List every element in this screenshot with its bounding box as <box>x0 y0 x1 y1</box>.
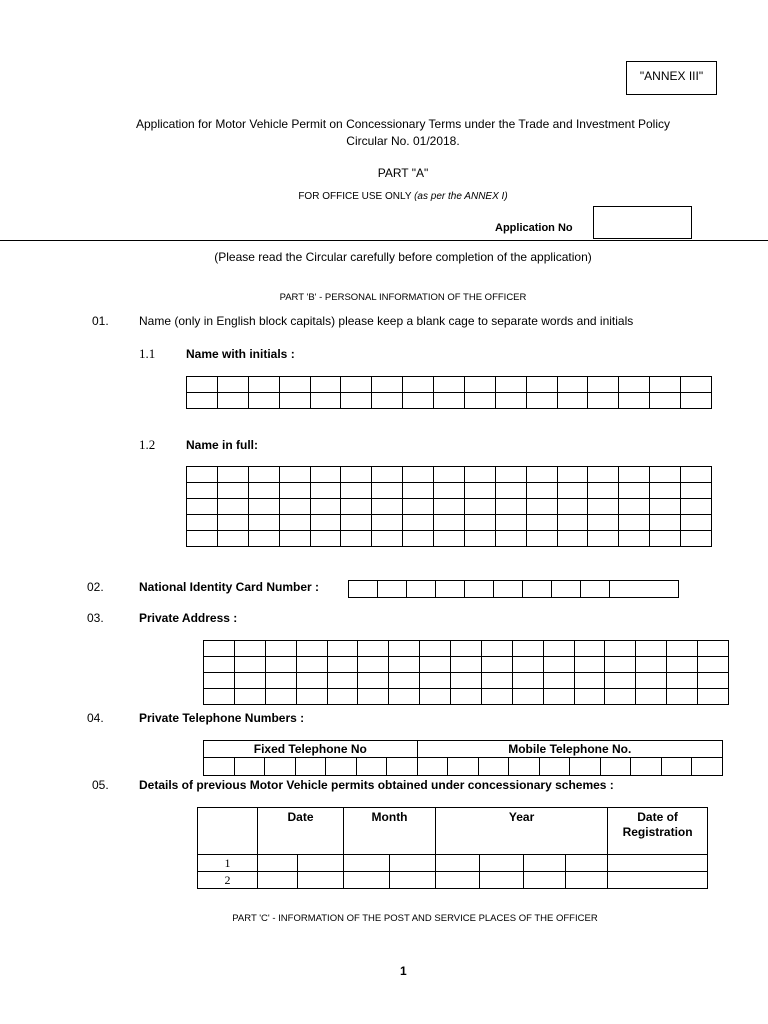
grid-cell[interactable] <box>681 515 712 531</box>
permits-cell[interactable] <box>258 872 298 889</box>
grid-cell[interactable] <box>217 483 248 499</box>
grid-cell[interactable] <box>619 531 650 547</box>
grid-cell[interactable] <box>605 657 636 673</box>
grid-cell[interactable] <box>327 641 358 657</box>
grid-cell[interactable] <box>279 515 310 531</box>
grid-cell[interactable] <box>296 641 327 657</box>
grid-cell[interactable] <box>557 483 588 499</box>
grid-row <box>187 467 712 483</box>
permits-date-header: Date <box>258 808 344 855</box>
grid-cell[interactable] <box>358 673 389 689</box>
grid-cell[interactable] <box>265 689 296 705</box>
grid-cell[interactable] <box>619 377 650 393</box>
q04-number: 04. <box>87 711 104 725</box>
fixed-telephone-digit-cell[interactable] <box>295 758 326 776</box>
grid-cell[interactable] <box>204 689 235 705</box>
grid-cell[interactable] <box>667 657 698 673</box>
grid-cell[interactable] <box>341 531 372 547</box>
nic-digit-cell[interactable] <box>610 581 679 598</box>
grid-cell[interactable] <box>341 499 372 515</box>
grid-cell[interactable] <box>681 483 712 499</box>
mobile-telephone-digit-cell[interactable] <box>478 758 509 776</box>
horizontal-rule <box>0 240 768 241</box>
nic-digit-cell[interactable] <box>523 581 552 598</box>
permits-blank-header <box>198 808 258 855</box>
grid-cell[interactable] <box>495 483 526 499</box>
permits-row-number: 2 <box>198 872 258 889</box>
fixed-telephone-digit-cell[interactable] <box>204 758 235 776</box>
grid-cell[interactable] <box>636 657 667 673</box>
q05-number: 05. <box>92 778 109 792</box>
part-c-heading: PART 'C' - INFORMATION OF THE POST AND SERVICE PLACES OF THE OFFICER <box>232 913 598 924</box>
grid-cell[interactable] <box>434 393 465 409</box>
grid-cell[interactable] <box>526 377 557 393</box>
grid-row <box>204 689 729 705</box>
mobile-telephone-digit-cell[interactable] <box>692 758 723 776</box>
grid-cell[interactable] <box>636 673 667 689</box>
grid-cell[interactable] <box>420 641 451 657</box>
q1-1-number: 1.1 <box>139 346 156 361</box>
grid-cell[interactable] <box>526 467 557 483</box>
telephone-table <box>203 740 723 776</box>
grid-cell[interactable] <box>403 393 434 409</box>
name-with-initials-grid[interactable] <box>186 376 712 409</box>
grid-cell[interactable] <box>434 515 465 531</box>
grid-cell[interactable] <box>358 657 389 673</box>
grid-cell[interactable] <box>451 657 482 673</box>
grid-cell[interactable] <box>451 689 482 705</box>
grid-cell[interactable] <box>464 483 495 499</box>
grid-cell[interactable] <box>358 641 389 657</box>
grid-cell[interactable] <box>217 393 248 409</box>
office-use-annex-ref: (as per the ANNEX I) <box>414 191 508 202</box>
mobile-telephone-header: Mobile Telephone No. <box>417 741 722 758</box>
grid-cell[interactable] <box>296 689 327 705</box>
grid-cell[interactable] <box>217 531 248 547</box>
grid-cell[interactable] <box>389 689 420 705</box>
q01-text: Name (only in English block capitals) please keep a blank cage to separate words and initials <box>139 314 634 328</box>
grid-cell[interactable] <box>464 531 495 547</box>
grid-cell[interactable] <box>619 515 650 531</box>
grid-cell[interactable] <box>341 483 372 499</box>
permits-cell[interactable] <box>480 872 524 889</box>
grid-cell[interactable] <box>341 515 372 531</box>
grid-cell[interactable] <box>248 483 279 499</box>
read-circular-open-paren: ( <box>214 250 219 264</box>
grid-cell[interactable] <box>403 467 434 483</box>
permits-cell[interactable] <box>524 855 566 872</box>
grid-cell[interactable] <box>667 673 698 689</box>
nic-digit-cell[interactable] <box>465 581 494 598</box>
permits-month-header: Month <box>344 808 436 855</box>
mobile-telephone-digit-cell[interactable] <box>448 758 479 776</box>
mobile-telephone-digit-cell[interactable] <box>661 758 692 776</box>
grid-cell[interactable] <box>279 483 310 499</box>
grid-cell[interactable] <box>619 393 650 409</box>
grid-cell[interactable] <box>403 499 434 515</box>
grid-row <box>187 515 712 531</box>
fixed-telephone-digit-cell[interactable] <box>265 758 296 776</box>
nic-number-grid[interactable] <box>348 580 679 598</box>
grid-cell[interactable] <box>574 689 605 705</box>
grid-cell[interactable] <box>217 377 248 393</box>
grid-cell[interactable] <box>681 499 712 515</box>
grid-cell[interactable] <box>310 515 341 531</box>
grid-cell[interactable] <box>403 483 434 499</box>
grid-cell[interactable] <box>327 673 358 689</box>
grid-cell[interactable] <box>310 531 341 547</box>
grid-cell[interactable] <box>358 689 389 705</box>
q02-label: National Identity Card Number : <box>139 580 320 594</box>
private-address-grid[interactable] <box>203 640 729 705</box>
grid-cell[interactable] <box>681 377 712 393</box>
grid-cell[interactable] <box>495 467 526 483</box>
grid-cell[interactable] <box>588 467 619 483</box>
grid-cell[interactable] <box>605 689 636 705</box>
grid-cell[interactable] <box>187 467 218 483</box>
grid-cell[interactable] <box>296 673 327 689</box>
grid-row <box>187 499 712 515</box>
read-circular-note <box>0 250 768 264</box>
grid-cell[interactable] <box>588 393 619 409</box>
grid-cell[interactable] <box>495 393 526 409</box>
grid-cell[interactable] <box>464 377 495 393</box>
grid-cell[interactable] <box>557 393 588 409</box>
grid-cell[interactable] <box>403 515 434 531</box>
mobile-telephone-digit-cell[interactable] <box>631 758 662 776</box>
grid-cell[interactable] <box>650 483 681 499</box>
nic-digit-cell[interactable] <box>494 581 523 598</box>
fixed-telephone-digit-cell[interactable] <box>326 758 357 776</box>
permits-cell[interactable] <box>436 855 480 872</box>
form-title-line1: Application for Motor Vehicle Permit on Concessionary Terms under the Trade and Investment Policy <box>135 117 671 131</box>
grid-cell[interactable] <box>372 531 403 547</box>
grid-row <box>187 377 712 393</box>
grid-cell[interactable] <box>217 467 248 483</box>
grid-cell[interactable] <box>372 483 403 499</box>
grid-cell[interactable] <box>279 499 310 515</box>
grid-cell[interactable] <box>557 467 588 483</box>
nic-row <box>349 581 679 598</box>
mobile-telephone-digit-cell[interactable] <box>570 758 601 776</box>
grid-cell[interactable] <box>372 515 403 531</box>
grid-cell[interactable] <box>588 483 619 499</box>
application-no-label: Application No <box>495 222 573 234</box>
application-no-field[interactable] <box>593 206 692 239</box>
grid-cell[interactable] <box>327 657 358 673</box>
grid-cell[interactable] <box>636 641 667 657</box>
part-a-heading: PART "A" <box>377 166 429 180</box>
grid-cell[interactable] <box>605 673 636 689</box>
nic-digit-cell[interactable] <box>581 581 610 598</box>
q03-label: Private Address : <box>139 611 238 625</box>
grid-cell[interactable] <box>574 673 605 689</box>
grid-row <box>204 641 729 657</box>
grid-cell[interactable] <box>310 467 341 483</box>
grid-cell[interactable] <box>588 377 619 393</box>
grid-cell[interactable] <box>265 641 296 657</box>
grid-cell[interactable] <box>681 393 712 409</box>
grid-cell[interactable] <box>403 531 434 547</box>
grid-cell[interactable] <box>526 531 557 547</box>
grid-cell[interactable] <box>403 377 434 393</box>
grid-cell[interactable] <box>464 515 495 531</box>
grid-cell[interactable] <box>187 483 218 499</box>
fixed-telephone-digit-cell[interactable] <box>356 758 387 776</box>
grid-cell[interactable] <box>512 689 543 705</box>
grid-cell[interactable] <box>636 689 667 705</box>
grid-cell[interactable] <box>434 483 465 499</box>
permits-cell[interactable] <box>298 872 344 889</box>
grid-cell[interactable] <box>187 393 218 409</box>
grid-cell[interactable] <box>588 515 619 531</box>
grid-cell[interactable] <box>248 467 279 483</box>
grid-cell[interactable] <box>512 641 543 657</box>
grid-cell[interactable] <box>495 377 526 393</box>
nic-digit-cell[interactable] <box>552 581 581 598</box>
permits-cell[interactable] <box>608 872 708 889</box>
mobile-telephone-digit-cell[interactable] <box>600 758 631 776</box>
grid-cell[interactable] <box>619 483 650 499</box>
grid-cell[interactable] <box>512 673 543 689</box>
permits-cell[interactable] <box>390 872 436 889</box>
grid-cell[interactable] <box>667 689 698 705</box>
grid-cell[interactable] <box>327 689 358 705</box>
q02-number: 02. <box>87 580 104 594</box>
grid-cell[interactable] <box>341 393 372 409</box>
office-use-text: FOR OFFICE USE ONLY <box>298 191 415 202</box>
grid-cell[interactable] <box>681 531 712 547</box>
grid-cell[interactable] <box>434 467 465 483</box>
read-circular-close-paren: ) <box>587 250 592 264</box>
grid-cell[interactable] <box>619 499 650 515</box>
grid-cell[interactable] <box>310 393 341 409</box>
grid-cell[interactable] <box>187 499 218 515</box>
telephone-digits-row <box>204 758 723 776</box>
grid-cell[interactable] <box>698 673 729 689</box>
grid-cell[interactable] <box>512 657 543 673</box>
q04-label: Private Telephone Numbers : <box>139 711 305 725</box>
office-use-line <box>0 191 768 202</box>
permits-cell[interactable] <box>480 855 524 872</box>
grid-cell[interactable] <box>265 673 296 689</box>
grid-cell[interactable] <box>481 689 512 705</box>
grid-cell[interactable] <box>248 515 279 531</box>
grid-cell[interactable] <box>543 657 574 673</box>
grid-cell[interactable] <box>495 499 526 515</box>
grid-cell[interactable] <box>481 657 512 673</box>
grid-cell[interactable] <box>481 673 512 689</box>
form-title-line2: Circular No. 01/2018. <box>346 134 460 148</box>
nic-digit-cell[interactable] <box>378 581 407 598</box>
fixed-telephone-digit-cell[interactable] <box>387 758 418 776</box>
grid-cell[interactable] <box>420 673 451 689</box>
grid-cell[interactable] <box>217 515 248 531</box>
grid-cell[interactable] <box>234 641 265 657</box>
read-circular-text: Please read the Circular carefully before completion of the application <box>218 250 588 264</box>
nic-digit-cell[interactable] <box>407 581 436 598</box>
annex-label: "ANNEX III" <box>639 69 704 83</box>
grid-cell[interactable] <box>389 657 420 673</box>
grid-cell[interactable] <box>204 641 235 657</box>
grid-cell[interactable] <box>526 393 557 409</box>
grid-cell[interactable] <box>341 467 372 483</box>
permits-cell[interactable] <box>258 855 298 872</box>
grid-cell[interactable] <box>543 673 574 689</box>
grid-cell[interactable] <box>557 515 588 531</box>
grid-cell[interactable] <box>187 531 218 547</box>
grid-cell[interactable] <box>495 515 526 531</box>
grid-cell[interactable] <box>588 531 619 547</box>
grid-row <box>204 673 729 689</box>
permits-row-number: 1 <box>198 855 258 872</box>
part-b-heading: PART 'B' - PERSONAL INFORMATION OF THE OFFICER <box>279 292 527 303</box>
grid-cell[interactable] <box>204 657 235 673</box>
grid-cell[interactable] <box>464 499 495 515</box>
grid-row <box>187 393 712 409</box>
grid-cell[interactable] <box>265 657 296 673</box>
grid-cell[interactable] <box>204 673 235 689</box>
q03-number: 03. <box>87 611 104 625</box>
grid-cell[interactable] <box>234 657 265 673</box>
grid-row <box>187 483 712 499</box>
grid-cell[interactable] <box>372 467 403 483</box>
permits-cell[interactable] <box>390 855 436 872</box>
grid-cell[interactable] <box>526 483 557 499</box>
permits-cell[interactable] <box>608 855 708 872</box>
grid-cell[interactable] <box>698 689 729 705</box>
grid-cell[interactable] <box>526 515 557 531</box>
grid-cell[interactable] <box>698 657 729 673</box>
grid-cell[interactable] <box>650 377 681 393</box>
grid-cell[interactable] <box>248 393 279 409</box>
grid-cell[interactable] <box>296 657 327 673</box>
fixed-telephone-header: Fixed Telephone No <box>204 741 418 758</box>
grid-cell[interactable] <box>434 531 465 547</box>
grid-cell[interactable] <box>543 641 574 657</box>
grid-cell[interactable] <box>310 483 341 499</box>
nic-digit-cell[interactable] <box>436 581 465 598</box>
mobile-telephone-digit-cell[interactable] <box>539 758 570 776</box>
name-in-full-grid[interactable] <box>186 466 712 547</box>
grid-cell[interactable] <box>420 689 451 705</box>
grid-cell[interactable] <box>310 377 341 393</box>
grid-cell[interactable] <box>588 499 619 515</box>
permits-cell[interactable] <box>436 872 480 889</box>
permits-cell[interactable] <box>524 872 566 889</box>
grid-cell[interactable] <box>248 531 279 547</box>
q1-2-number: 1.2 <box>139 437 156 452</box>
fixed-telephone-digit-cell[interactable] <box>234 758 265 776</box>
grid-cell[interactable] <box>495 531 526 547</box>
permits-cell[interactable] <box>566 872 608 889</box>
grid-row <box>187 531 712 547</box>
grid-cell[interactable] <box>464 467 495 483</box>
grid-cell[interactable] <box>650 515 681 531</box>
grid-cell[interactable] <box>464 393 495 409</box>
grid-cell[interactable] <box>420 657 451 673</box>
permits-registration-header: Date of Registration <box>608 808 708 855</box>
q1-1-label: Name with initials : <box>186 347 295 361</box>
grid-cell[interactable] <box>526 499 557 515</box>
grid-cell[interactable] <box>279 531 310 547</box>
grid-cell[interactable] <box>434 377 465 393</box>
grid-cell[interactable] <box>279 467 310 483</box>
grid-cell[interactable] <box>372 499 403 515</box>
mobile-telephone-digit-cell[interactable] <box>509 758 540 776</box>
grid-cell[interactable] <box>543 689 574 705</box>
grid-cell[interactable] <box>279 393 310 409</box>
grid-cell[interactable] <box>451 641 482 657</box>
grid-cell[interactable] <box>557 531 588 547</box>
grid-cell[interactable] <box>310 499 341 515</box>
permits-cell[interactable] <box>566 855 608 872</box>
nic-digit-cell[interactable] <box>349 581 378 598</box>
grid-cell[interactable] <box>248 499 279 515</box>
grid-cell[interactable] <box>372 393 403 409</box>
grid-cell[interactable] <box>389 641 420 657</box>
grid-cell[interactable] <box>341 377 372 393</box>
grid-cell[interactable] <box>217 499 248 515</box>
grid-row <box>204 657 729 673</box>
grid-cell[interactable] <box>187 515 218 531</box>
permits-year-header: Year <box>436 808 608 855</box>
grid-cell[interactable] <box>389 673 420 689</box>
permits-cell[interactable] <box>298 855 344 872</box>
previous-permits-table <box>197 807 708 889</box>
grid-cell[interactable] <box>557 499 588 515</box>
grid-cell[interactable] <box>605 641 636 657</box>
grid-cell[interactable] <box>248 377 279 393</box>
grid-cell[interactable] <box>279 377 310 393</box>
grid-cell[interactable] <box>650 467 681 483</box>
mobile-telephone-digit-cell[interactable] <box>417 758 448 776</box>
grid-cell[interactable] <box>650 393 681 409</box>
grid-cell[interactable] <box>234 689 265 705</box>
grid-cell[interactable] <box>650 531 681 547</box>
grid-cell[interactable] <box>667 641 698 657</box>
grid-cell[interactable] <box>187 377 218 393</box>
grid-cell[interactable] <box>574 641 605 657</box>
grid-cell[interactable] <box>574 657 605 673</box>
grid-cell[interactable] <box>481 641 512 657</box>
grid-cell[interactable] <box>650 499 681 515</box>
q1-2-label: Name in full: <box>186 438 259 452</box>
page-number: 1 <box>400 964 407 978</box>
grid-cell[interactable] <box>434 499 465 515</box>
grid-cell[interactable] <box>451 673 482 689</box>
grid-cell[interactable] <box>234 673 265 689</box>
grid-cell[interactable] <box>698 641 729 657</box>
permits-cell[interactable] <box>344 855 390 872</box>
permits-cell[interactable] <box>344 872 390 889</box>
q01-number: 01. <box>92 314 109 328</box>
q05-label: Details of previous Motor Vehicle permits obtained under concessionary schemes : <box>139 778 614 792</box>
grid-cell[interactable] <box>372 377 403 393</box>
grid-cell[interactable] <box>619 467 650 483</box>
grid-cell[interactable] <box>557 377 588 393</box>
grid-cell[interactable] <box>681 467 712 483</box>
